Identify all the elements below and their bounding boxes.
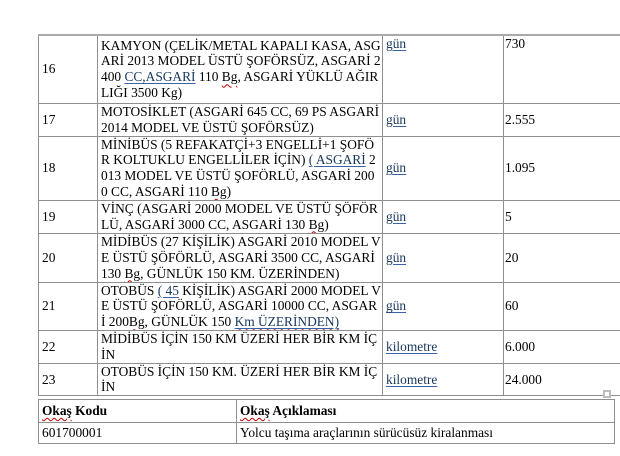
price-row-23 — [39, 363, 620, 396]
row-unit — [383, 35, 504, 103]
okas-kodu-header — [39, 400, 237, 423]
inserted-text[interactable]: CC,ASGARİ — [124, 69, 196, 85]
misspelled-text: Bg — [124, 265, 141, 281]
price-row-21 — [39, 282, 620, 330]
misspelled-text: Km ÜZERİNDEN) — [234, 314, 340, 330]
unit-inserted-text[interactable]: gün — [386, 298, 407, 314]
row-description — [98, 200, 383, 233]
okas-table — [38, 399, 615, 444]
row-quantity: 2.555 — [504, 103, 620, 136]
table-resize-handle[interactable] — [603, 390, 611, 398]
text-segment: 110 — [195, 69, 222, 85]
row-unit — [383, 363, 504, 396]
text-segment: MİDİBÜS (27 KİŞİLİK) ASGARİ 2010 MODEL VE ÜSTÜ ŞÖFÖRLÜ, ASGARİ 3500 CC, ASGARİ 130 — [101, 233, 381, 281]
unit-inserted-text[interactable]: gün — [386, 249, 407, 265]
unit-inserted-text[interactable]: gün — [386, 36, 407, 51]
okas-aciklamasi-header — [237, 400, 615, 423]
text-segment: OTOBÜS İÇİN 150 KM. ÜZERİ HER BİR KM İÇİN — [101, 363, 378, 395]
row-number: 20 — [39, 233, 98, 282]
row-description — [98, 103, 383, 136]
row-quantity: 24.000 — [504, 363, 620, 396]
text-segment: Açıklaması — [269, 403, 337, 419]
price-table-body — [39, 35, 620, 396]
inserted-text[interactable]: ( 45 — [157, 282, 179, 298]
text-segment: MOTOSİKLET (ASGARİ 645 CC, 69 PS ASGARİ 2014 MODEL VE ÜSTÜ ŞOFÖRSÜZ) — [101, 103, 380, 135]
misspelled-text: Bg — [211, 183, 227, 199]
row-number: 16 — [39, 35, 98, 103]
row-quantity: 20 — [504, 233, 620, 282]
row-unit — [383, 103, 504, 136]
text-segment: ) — [324, 216, 329, 232]
row-description — [98, 331, 383, 364]
row-quantity: 5 — [504, 200, 620, 233]
text-segment: VİNÇ (ASGARİ 2000 MODEL VE ÜSTÜ ŞÖFÖRLÜ, ASGARİ 3000 CC, ASGARİ 130 — [101, 200, 378, 232]
text-segment: Kodu — [71, 403, 108, 419]
price-row-17 — [39, 103, 620, 136]
text-segment: OTOBÜS — [101, 282, 158, 298]
unit-inserted-text[interactable]: gün — [386, 208, 407, 224]
text-segment: , GÜNLÜK 150 KM. ÜZERİNDEN) — [140, 265, 340, 281]
price-row-16 — [39, 35, 620, 103]
text-segment: , GÜNLÜK 150 — [144, 314, 235, 330]
price-row-22 — [39, 331, 620, 364]
row-number: 23 — [39, 363, 98, 396]
row-number: 19 — [39, 200, 98, 233]
okas-data-row — [39, 423, 615, 444]
row-unit — [383, 233, 504, 282]
text-segment: KİŞİLİK) ASGARİ 2000 MODEL VE ÜSTÜ ŞOFÖRLÜ, ASGARİ 10000 CC, ASGARİ 200 — [101, 282, 381, 330]
row-number: 17 — [39, 103, 98, 136]
text-segment: KAMYON (ÇELİK/METAL KAPALI KASA, ASGARİ 2013 MODEL ÜSTÜ ŞOFÖRSÜZ, ASGARİ 2400 — [101, 37, 381, 85]
text-segment: MİDİBÜS İÇİN 150 KM ÜZERİ HER BİR KM İÇİN — [101, 331, 377, 362]
row-description — [98, 282, 383, 330]
text-segment: ) — [226, 183, 232, 199]
inserted-text[interactable]: ( ASGARİ — [308, 152, 366, 168]
row-description — [98, 233, 383, 282]
okas-header-row — [39, 400, 615, 423]
row-unit — [383, 331, 504, 364]
row-number: 22 — [39, 331, 98, 364]
misspelled-text: Okaş — [240, 403, 270, 419]
misspelled-text: Bg — [308, 216, 325, 232]
price-row-20 — [39, 233, 620, 282]
misspelled-text: Bg — [128, 314, 145, 330]
row-number: 21 — [39, 282, 98, 330]
text-segment: , ASGARİ YÜKLÜ AĞIRLIĞI 3500 Kg) — [101, 69, 379, 101]
row-quantity: 6.000 — [504, 331, 620, 364]
row-number: 18 — [39, 136, 98, 200]
price-row-18 — [39, 136, 620, 200]
vehicle-rental-price-table — [38, 34, 620, 396]
unit-inserted-text[interactable]: kilometre — [386, 371, 438, 387]
inserted-text[interactable] — [235, 314, 340, 329]
misspelled-text: Okaş — [42, 403, 72, 419]
unit-inserted-text[interactable]: gün — [386, 111, 407, 127]
row-quantity: 1.095 — [504, 136, 620, 200]
misspelled-text: Bg — [221, 69, 238, 85]
text-segment: MİNİBÜS (5 REFAKATÇİ+3 ENGELLİ+1 ŞOFÖR KOLTUKLU ENGELLİLER İÇİN) — [101, 136, 374, 168]
price-row-19 — [39, 200, 620, 233]
row-unit — [383, 282, 504, 330]
row-unit — [383, 200, 504, 233]
row-quantity: 730 — [504, 35, 620, 103]
row-description — [98, 363, 383, 396]
unit-inserted-text[interactable]: gün — [386, 160, 407, 176]
row-quantity: 60 — [504, 282, 620, 330]
row-unit — [383, 136, 504, 200]
text-segment: 2013 MODEL VE ÜSTÜ ŞOFÖRLÜ, ASGARİ 2000 CC, ASGARİ 110 — [101, 152, 376, 199]
unit-inserted-text[interactable]: kilometre — [386, 338, 438, 354]
okas-kodu-value: 601700001 — [39, 423, 237, 444]
row-description — [98, 136, 383, 200]
row-description — [98, 35, 383, 103]
okas-aciklamasi-value: Yolcu taşıma araçlarının sürücüsüz kiralanması — [237, 423, 615, 444]
